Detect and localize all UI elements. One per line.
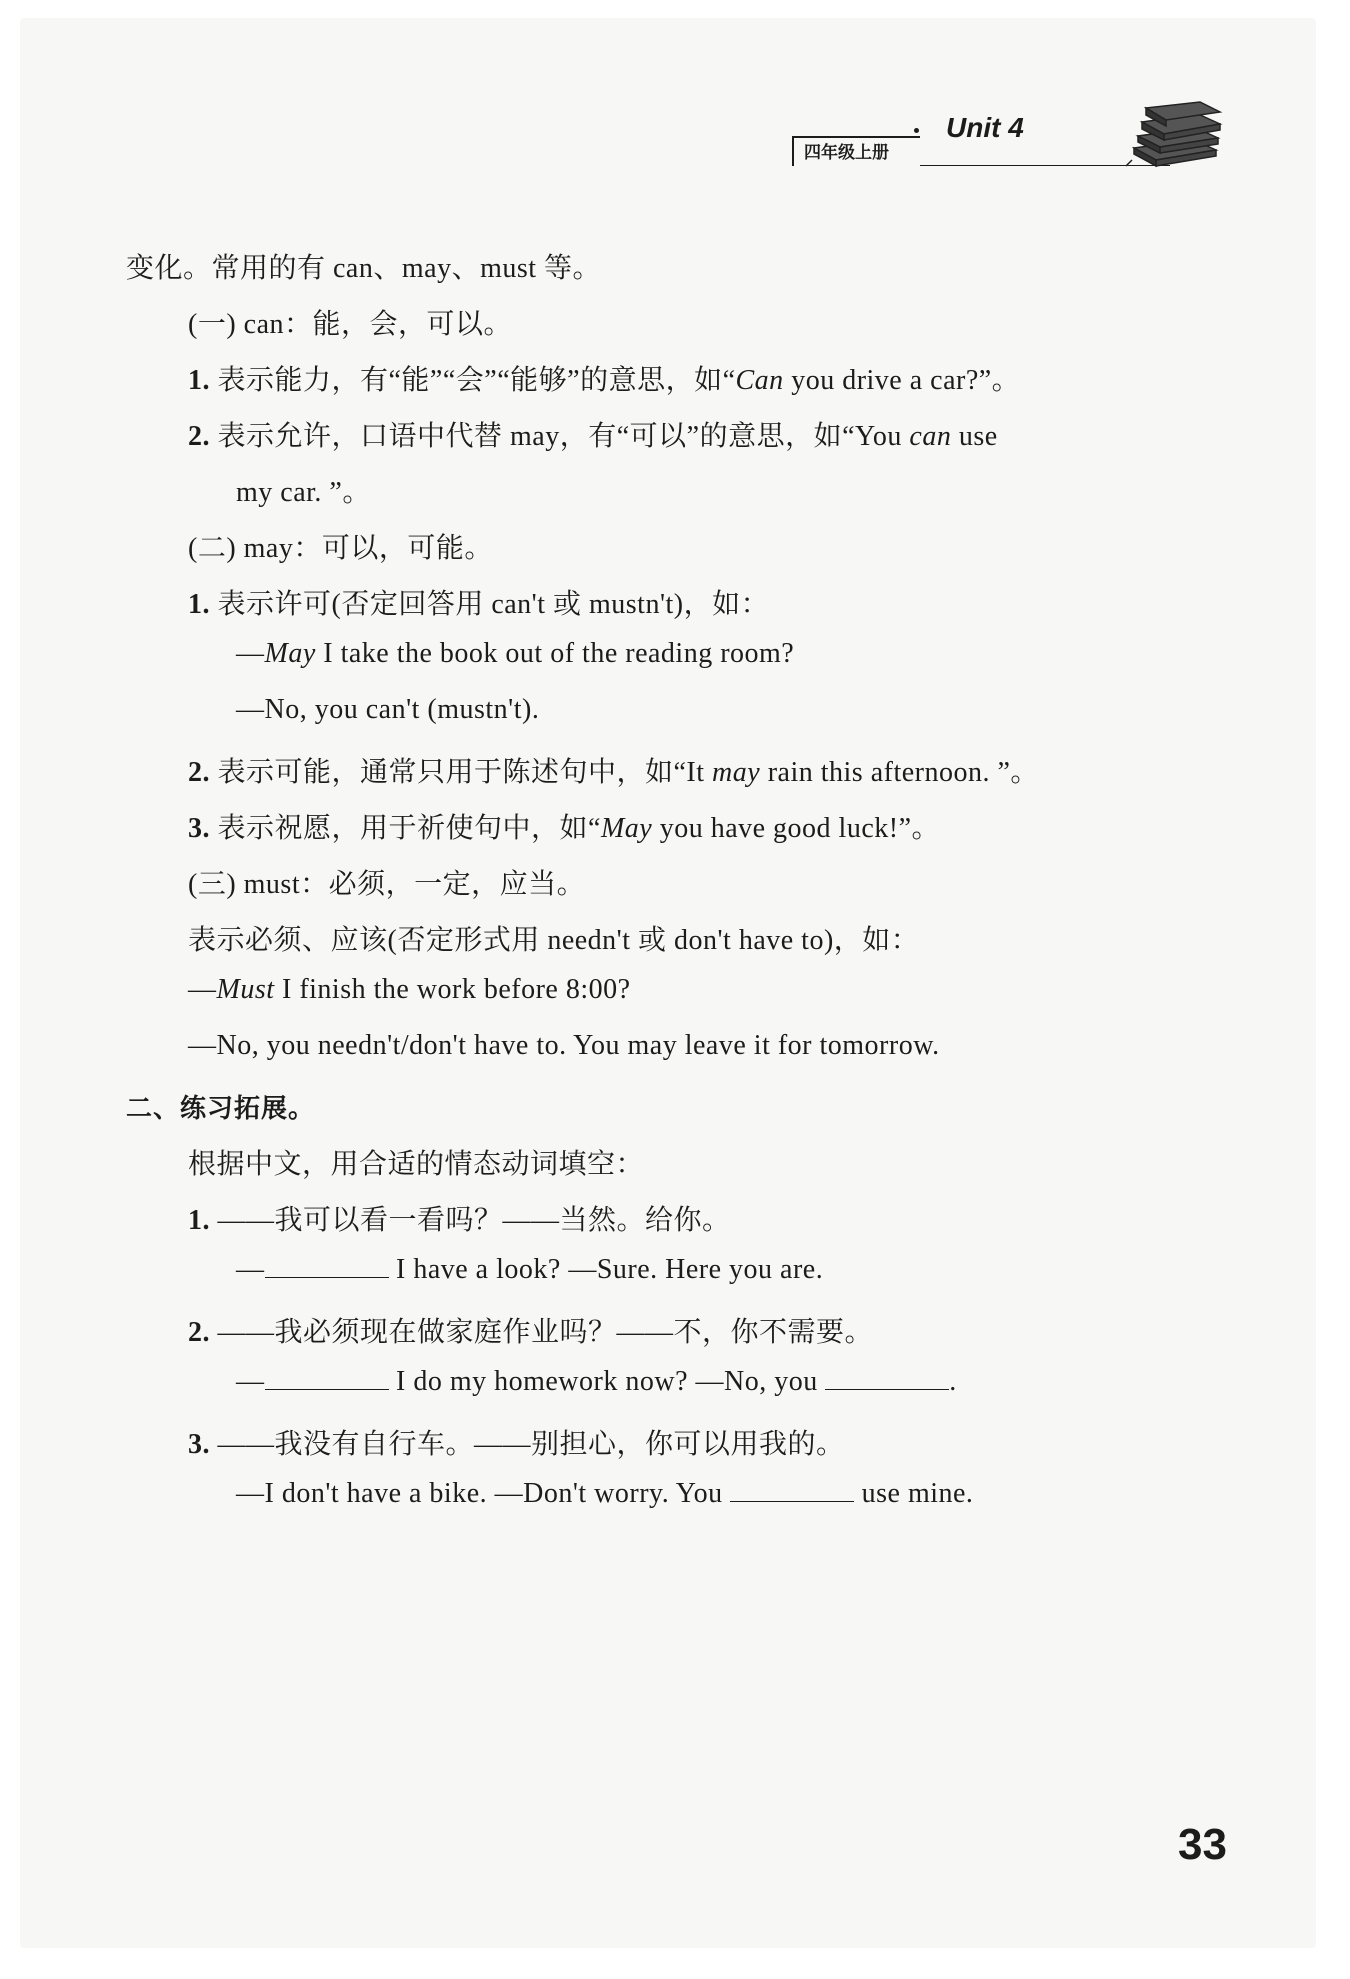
item-number: 1. (188, 1205, 210, 1236)
item-number: 3. (188, 813, 210, 844)
text-span: 表示许可(否定回答用 can't 或 mustn't)，如： (217, 589, 770, 620)
example-line: —No, you can't (mustn't). (236, 694, 540, 725)
text-line (188, 582, 769, 622)
dash: — (188, 974, 217, 1005)
text-span: rain this afternoon. ”。 (760, 757, 1039, 788)
item-number: 3. (188, 1429, 210, 1460)
text-span: I finish the work before 8:00? (274, 974, 631, 1005)
answer-blank[interactable] (265, 1367, 389, 1390)
text-span: you drive a car?”。 (783, 365, 1021, 396)
text-span: —I don't have a bike. —Don't worry. You (236, 1478, 731, 1509)
unit-title: Unit 4 (946, 112, 1024, 143)
text-span: I do my homework now? —No, you (388, 1366, 826, 1397)
italic-word: Must (216, 974, 275, 1005)
text-line: 表示必须、应该(否定形式用 needn't 或 don't have to)，如： (188, 925, 920, 956)
text-line (188, 414, 998, 454)
item-number: 2. (188, 1317, 210, 1348)
italic-word: may (712, 757, 761, 788)
text-line (188, 806, 940, 846)
text-span: you have good luck!”。 (652, 813, 941, 844)
example-line: —No, you needn't/don't have to. You may leave it for tomorrow. (188, 1030, 940, 1061)
question-1-english (236, 1254, 823, 1286)
item-number: 2. (188, 421, 210, 452)
text-line: my car. ”。 (236, 477, 371, 508)
example-line (188, 974, 631, 1006)
text-span: I have a look? —Sure. Here you are. (388, 1254, 824, 1285)
text-span: use (951, 421, 998, 452)
item-number: 2. (188, 757, 210, 788)
subheading-may: (二) may：可以，可能。 (188, 533, 493, 564)
item-number: 1. (188, 589, 210, 620)
instruction: 根据中文，用合适的情态动词填空： (188, 1149, 645, 1180)
text-span: use mine. (854, 1478, 974, 1509)
dash: — (236, 1254, 265, 1285)
text-span: 表示能力，有“能”“会”“能够”的意思，如“ (217, 365, 736, 396)
answer-blank[interactable] (730, 1479, 854, 1502)
subheading-must: (三) must：必须，一定，应当。 (188, 869, 586, 900)
text-line (188, 750, 1039, 790)
text-span: ——我没有自行车。——别担心，你可以用我的。 (217, 1429, 845, 1460)
dash: — (236, 638, 265, 669)
grade-label: 四年级上册 (792, 136, 920, 166)
text-span: . (949, 1366, 957, 1397)
item-number: 1. (188, 365, 210, 396)
books-stack-icon (1124, 100, 1224, 170)
text-span: 表示可能，通常只用于陈述句中，如“It (217, 757, 713, 788)
subheading-can: (一) can：能，会，可以。 (188, 309, 513, 340)
text-line: 变化。常用的有 can、may、must 等。 (126, 253, 602, 284)
text-span: I take the book out of the reading room? (315, 638, 795, 669)
question-2-english (236, 1366, 957, 1398)
italic-word: May (264, 638, 316, 669)
text-span: ——我必须现在做家庭作业吗？——不，你不需要。 (217, 1317, 874, 1348)
dash: — (236, 1366, 265, 1397)
example-line (236, 638, 794, 670)
text-span: 表示允许，口语中代替 may，有“可以”的意思，如“You (217, 421, 910, 452)
answer-blank[interactable] (265, 1255, 389, 1278)
text-line (188, 358, 1020, 398)
page-number: 33 (1178, 1820, 1227, 1869)
answer-blank[interactable] (825, 1367, 949, 1390)
section-title: 二、练习拓展。 (126, 1094, 316, 1124)
italic-word: can (909, 421, 952, 452)
text-span: 表示祝愿，用于祈使句中，如“ (217, 813, 601, 844)
italic-word: May (600, 813, 653, 844)
question-1-chinese (188, 1198, 731, 1238)
question-2-chinese (188, 1310, 873, 1350)
question-3-chinese (188, 1422, 845, 1462)
text-span: ——我可以看一看吗？——当然。给你。 (217, 1205, 731, 1236)
question-3-english (236, 1478, 973, 1510)
italic-word: Can (735, 365, 784, 396)
header-dot (914, 128, 919, 133)
